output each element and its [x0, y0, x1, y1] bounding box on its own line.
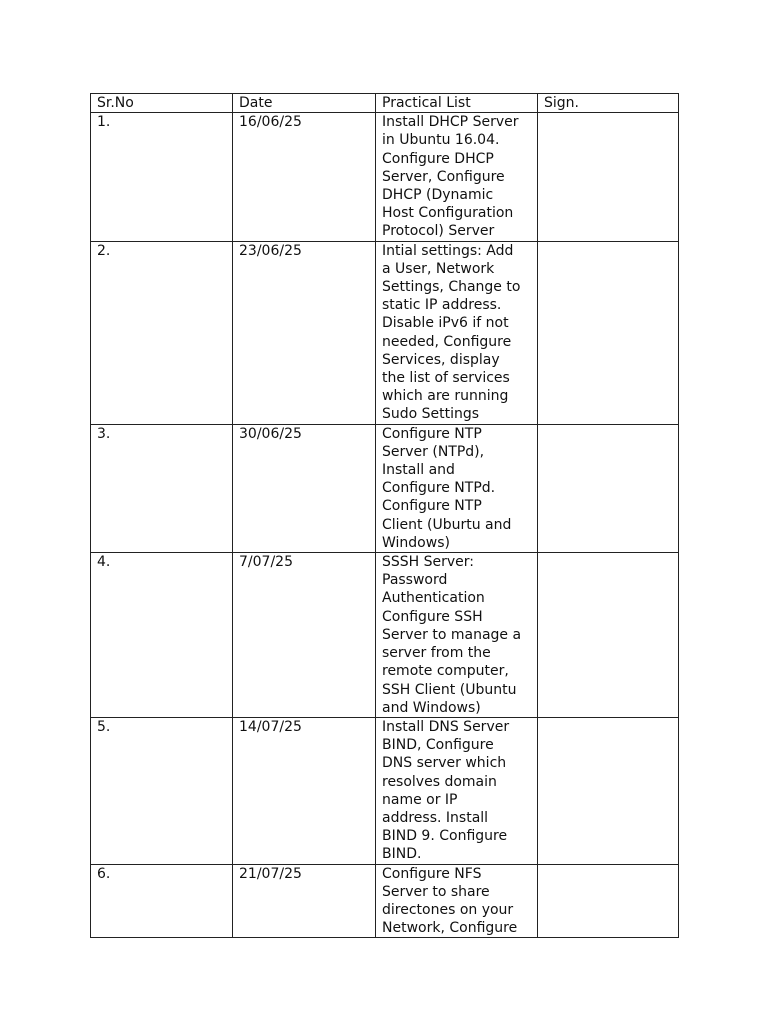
cell-date: 7/07/25: [233, 553, 376, 718]
table-row: [91, 717, 679, 864]
cell-sr-no: 6.: [91, 864, 233, 938]
cell-sr-no: 1.: [91, 113, 233, 241]
cell-date: 21/07/25: [233, 864, 376, 938]
cell-sign: [538, 113, 679, 241]
practical-list-table: [90, 93, 679, 938]
header-date: Date: [233, 94, 376, 113]
header-sign: Sign.: [538, 94, 679, 113]
cell-sign: [538, 717, 679, 864]
table-row: [91, 241, 679, 424]
table-row: [91, 424, 679, 552]
cell-sr-no: 4.: [91, 553, 233, 718]
cell-date: 30/06/25: [233, 424, 376, 552]
cell-practical: Configure NFS Server to share directones on your Network, Configure: [376, 864, 538, 938]
cell-practical: SSSH Server: Password Authentication Configure SSH Server to manage a server from the remote computer, SSH Client (Ubuntu and Windows): [376, 553, 538, 718]
cell-sign: [538, 241, 679, 424]
cell-practical: Install DNS Server BIND, Configure DNS server which resolves domain name or IP address. Install BIND 9. Configure BIND.: [376, 717, 538, 864]
cell-sign: [538, 864, 679, 938]
table-row: [91, 864, 679, 938]
cell-practical: Install DHCP Server in Ubuntu 16.04. Configure DHCP Server, Configure DHCP (Dynamic Host Configuration Protocol) Server: [376, 113, 538, 241]
header-sr-no: Sr.No: [91, 94, 233, 113]
cell-sign: [538, 553, 679, 718]
table-row: [91, 553, 679, 718]
cell-date: 14/07/25: [233, 717, 376, 864]
table-row: [91, 113, 679, 241]
cell-practical: Intial settings: Add a User, Network Settings, Change to static IP address. Disable iPv6 if not needed, Configure Services, display the list of services which are running Sudo Settings: [376, 241, 538, 424]
cell-sr-no: 2.: [91, 241, 233, 424]
header-practical-list: Practical List: [376, 94, 538, 113]
cell-date: 16/06/25: [233, 113, 376, 241]
cell-sign: [538, 424, 679, 552]
cell-sr-no: 5.: [91, 717, 233, 864]
cell-date: 23/06/25: [233, 241, 376, 424]
cell-practical: Configure NTP Server (NTPd), Install and Configure NTPd. Configure NTP Client (Uburtu and Windows): [376, 424, 538, 552]
cell-sr-no: 3.: [91, 424, 233, 552]
table-header-row: [91, 94, 679, 113]
